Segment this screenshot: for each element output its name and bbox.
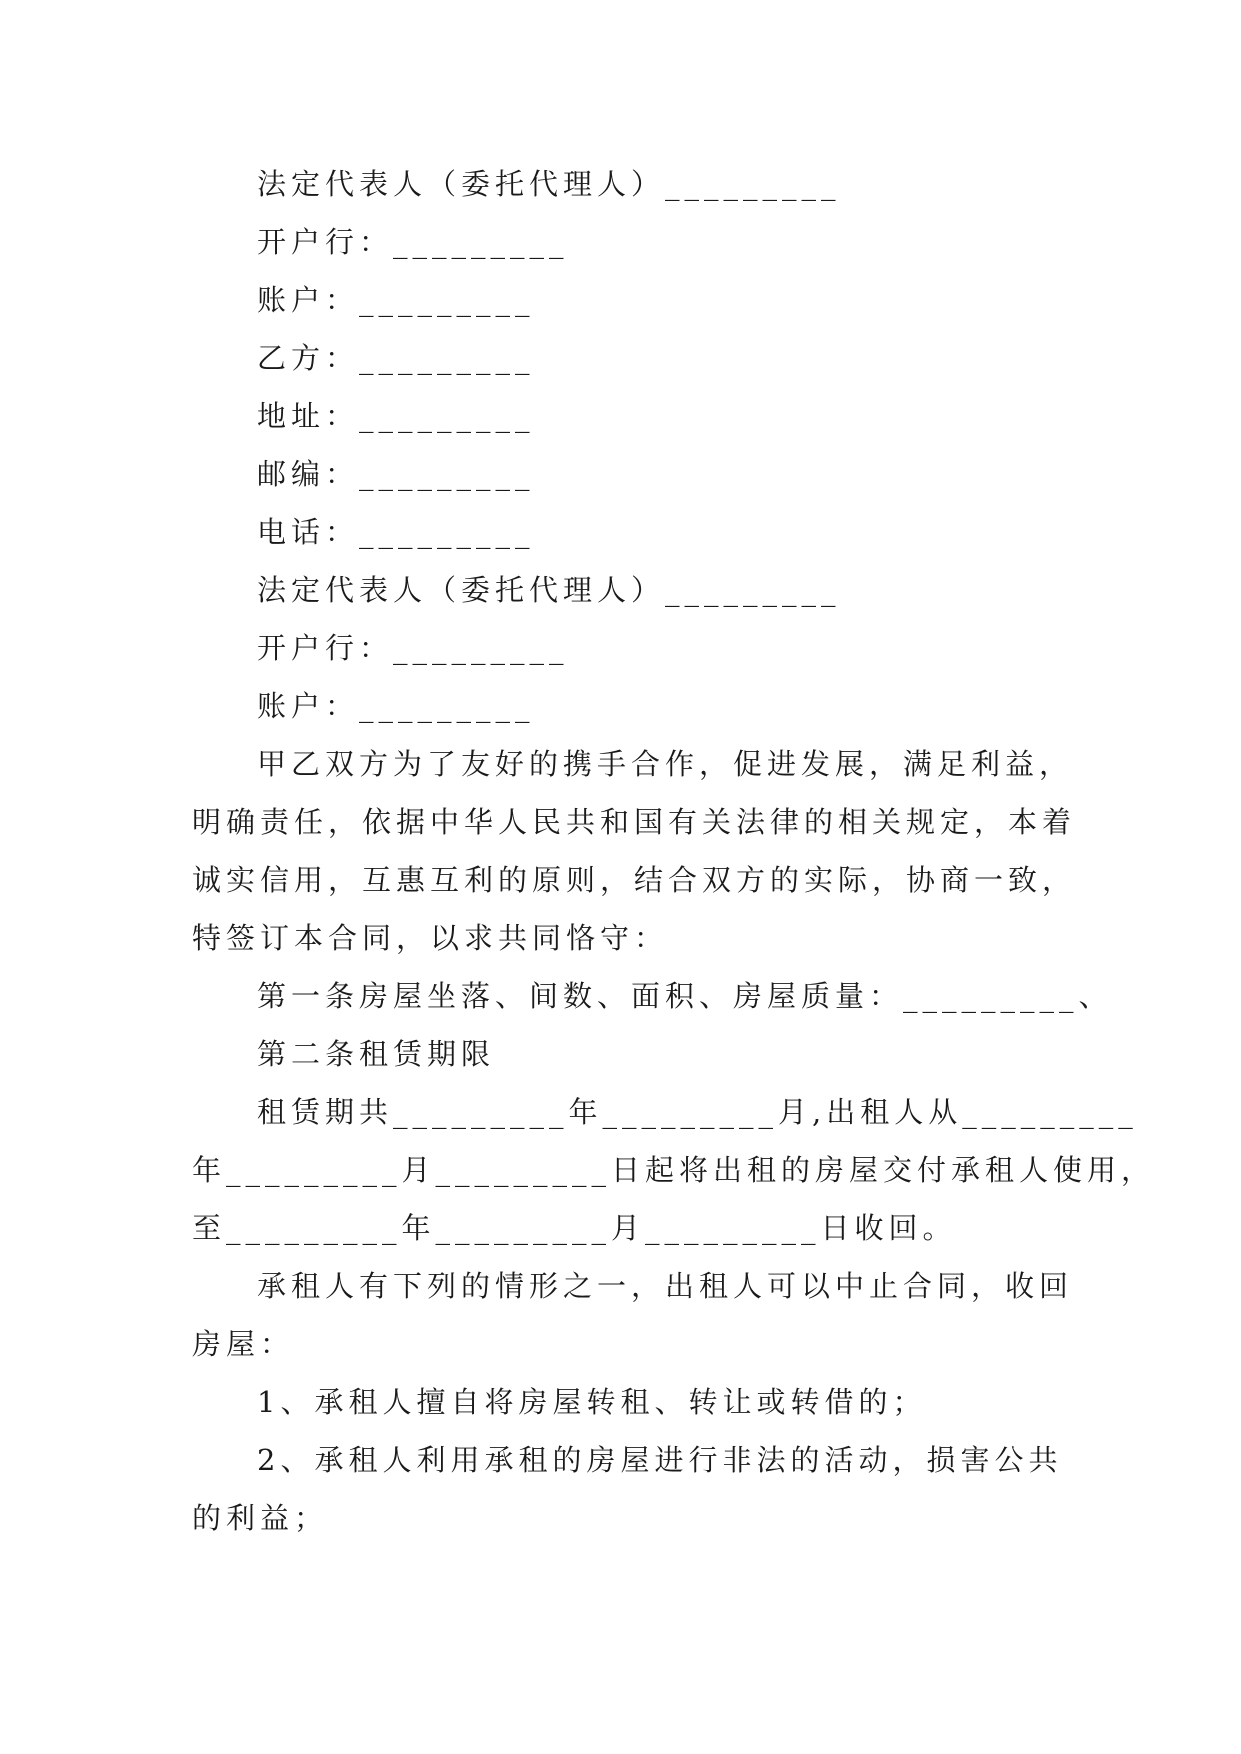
termination-paragraph-line: 房屋： [192,1327,295,1361]
termination-item-2: 2、承租人利用承租的房屋进行非法的活动，损害公共 [257,1443,1063,1477]
lease-term-line: 至_________年_________月_________日收回。 [192,1211,957,1245]
postcode-line: 邮编：_________ [257,457,535,491]
preamble-paragraph-line: 甲乙双方为了友好的携手合作，促进发展，满足利益， [257,747,1074,781]
termination-item-1: 1、承租人擅自将房屋转租、转让或转借的； [257,1385,927,1419]
account-line: 账户：_________ [257,283,535,317]
lease-term-line: 年_________月_________日起将出租的房屋交付承租人使用， [192,1153,1156,1187]
termination-item-2-continued: 的利益； [192,1501,329,1535]
party-b-line: 乙方：_________ [257,341,535,375]
preamble-paragraph-line: 诚实信用，互惠互利的原则，结合双方的实际，协商一致， [192,863,1077,897]
lease-term-line: 租赁期共_________年_________月,出租人从_________ [257,1095,1138,1129]
address-line: 地址：_________ [257,399,535,433]
article-two-heading: 第二条租赁期限 [257,1037,496,1071]
preamble-paragraph-line: 特签订本合同，以求共同恪守： [192,921,669,955]
account-line: 账户：_________ [257,689,535,723]
legal-representative-line: 法定代表人（委托代理人）_________ [257,167,841,201]
phone-line: 电话：_________ [257,515,535,549]
bank-line: 开户行：_________ [257,225,569,259]
bank-line: 开户行：_________ [257,631,569,665]
legal-representative-line: 法定代表人（委托代理人）_________ [257,573,841,607]
article-one-line: 第一条房屋坐落、间数、面积、房屋质量：_________、 [257,979,1113,1013]
termination-paragraph-line: 承租人有下列的情形之一，出租人可以中止合同，收回 [257,1269,1074,1303]
preamble-paragraph-line: 明确责任，依据中华人民共和国有关法律的相关规定，本着 [192,805,1077,839]
